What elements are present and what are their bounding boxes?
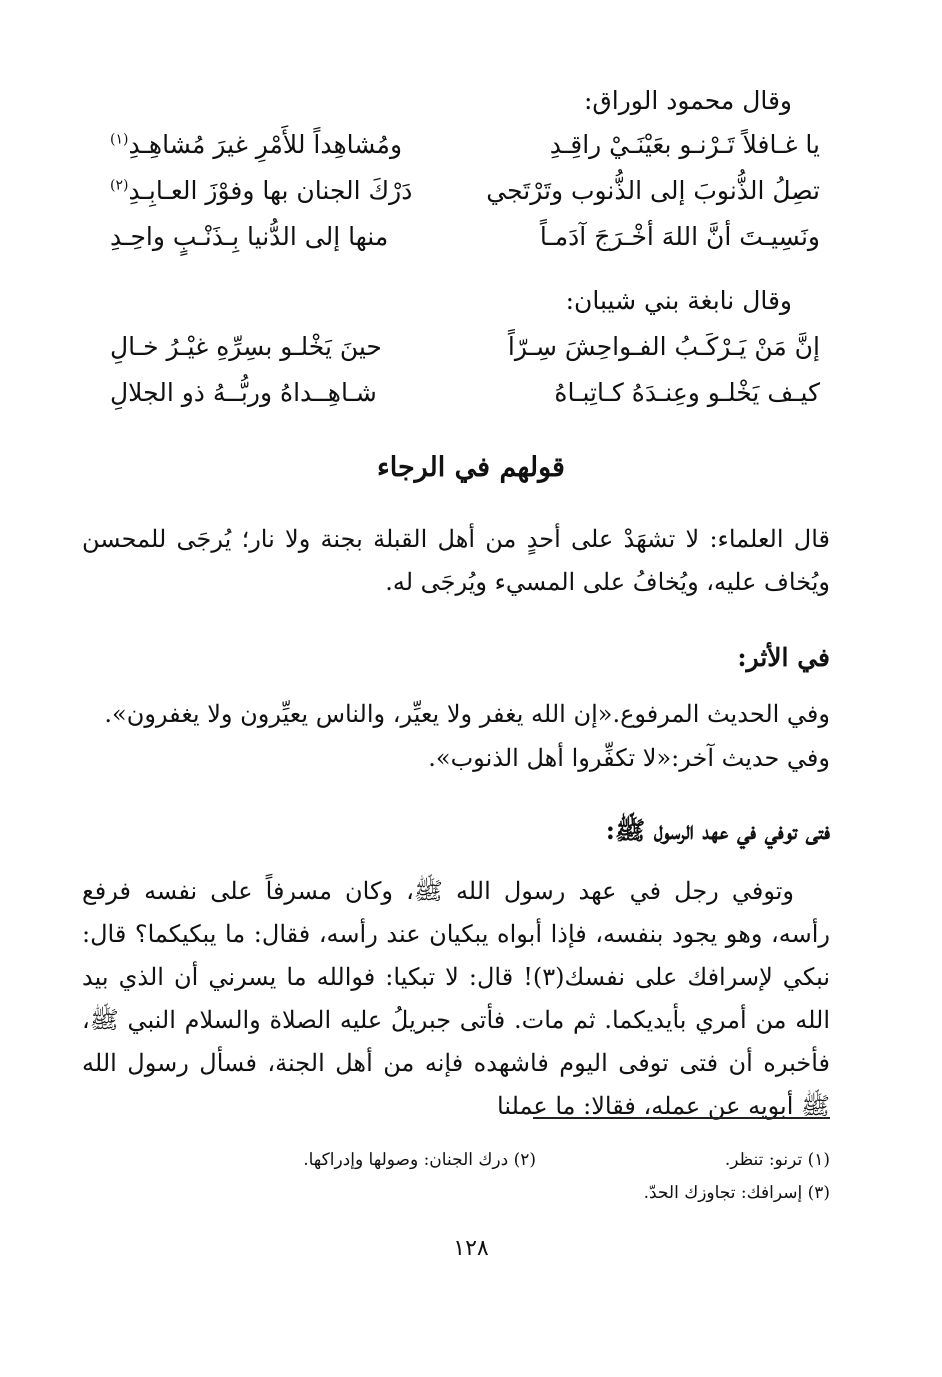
verse-first-hemistich: يا غـافلاً تَـرْنـو بعَيْنَـيْ راقِـدِ (549, 130, 820, 159)
footnote-ref: (٢) (110, 177, 129, 194)
footnote-2: (٢) درك الجنان: وصولها وإدراكها. (303, 1150, 536, 1170)
page-number: ١٢٨ (453, 1236, 489, 1261)
footnote-divider (533, 1117, 830, 1119)
footnote-ref: (١) (110, 131, 129, 148)
verse-first-hemistich: إنَّ مَنْ يَـرْكَـبُ الفـواحِشَ سِـرّاً (507, 332, 820, 361)
footnote-3: (٣) إسرافك: تجاوزك الحدّ. (643, 1183, 830, 1203)
poem2-intro: وقال نابغة بني شيبان: (565, 286, 792, 315)
verse-first-hemistich: كيـف يَخْلـو وعِنـدَهُ كـاتِبـاهُ (554, 378, 820, 407)
athar-hadith-2: وفي حديث آخر:«لا تكفِّروا أهل الذنوب». (428, 744, 830, 772)
story-paragraph: وتوفي رجل في عهد رسول الله ﷺ، وكان مسرفاً على نفسه فرفع رأسه، وهو يجود بنفسه، فإذا أبواه يبكيان عند رأسه، فقال: ما يبكيكما؟ قال: نبكي لإسرافك على نفسك(٣)! قال: لا تبكيا: فوالله ما يسرني أن الذي بيد الله من أمري بأيديكما. ثم مات. فأتى جبريلُ عليه الصلاة والسلام النبي ﷺ، فأخبره أن فتى توفى اليوم فاشهده فإنه من أهل الجنة، فسأل رسول الله ﷺ أبويه عن عمله، فقالا: ما عملنا (82, 877, 830, 1120)
verse-second-hemistich: شـاهِــداهُ وربُّــهُ ذو الجلالِ (110, 378, 377, 407)
poem2-verse-2 (110, 378, 820, 422)
verse-second-hemistich: منها إلى الدُّنيا بِـذَنْـبٍ واحِـدِ (110, 222, 389, 251)
poem1-verse-1 (110, 130, 820, 174)
verse-first-hemistich: تصِلُ الذُّنوبَ إلى الذُّنوب وتَرْتَجي (486, 176, 820, 205)
poem1-intro: وقال محمود الوراق: (583, 86, 792, 115)
section-title: قولهم في الرجاء (377, 452, 565, 483)
verse-second-text: ومُشاهِداً للأَمْرِ غيرَ مُشاهِـدِ (128, 130, 403, 159)
athar-hadith-1: وفي الحديث المرفوع.«إن الله يغفر ولا يعيِّر، والناس يعيِّرون ولا يغفرون». (104, 700, 830, 728)
poem2-verse-1 (110, 332, 820, 376)
poem1-verse-2 (110, 176, 820, 220)
verse-second-hemistich (110, 130, 402, 159)
verse-second-hemistich (110, 176, 412, 205)
verse-first-hemistich: ونَسِيـتَ أنَّ اللهَ أخْـرَجَ آدَمـاً (539, 222, 820, 251)
verse-second-hemistich: حينَ يَخْلـو بسِرِّهِ غيْـرُ خـالِ (110, 332, 382, 361)
athar-heading: في الأثر: (737, 643, 830, 672)
poem1-verse-3 (110, 222, 820, 266)
verse-second-text: دَرْكَ الجنان بها وفوْزَ العـابِـدِ (128, 176, 413, 205)
story-heading: فتى توفي في عهد الرسول ﷺ: (605, 816, 830, 845)
ulama-paragraph: قال العلماء: لا تشهَدْ على أحدٍ من أهل القبلة بجنة ولا نار؛ يُرجَى للمحسن ويُخاف عليه، ويُخافُ على المسيء ويُرجَى له. (82, 525, 830, 596)
footnote-1: (١) ترنو: تنظر. (724, 1150, 830, 1170)
